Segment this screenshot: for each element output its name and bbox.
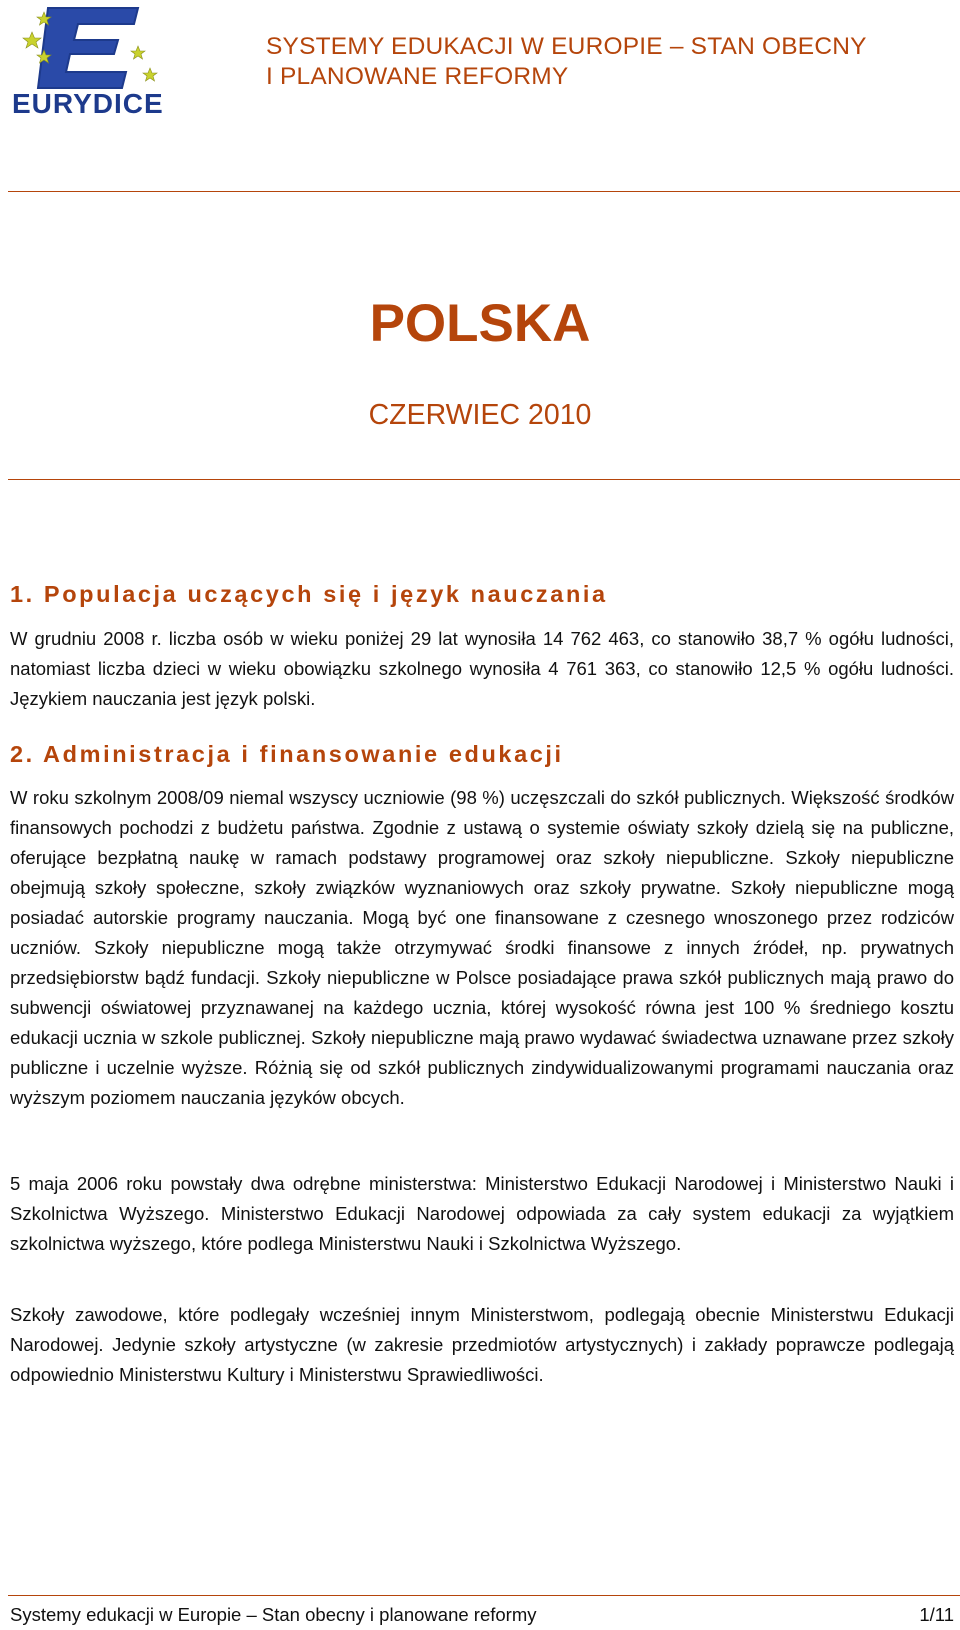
title-divider	[8, 479, 960, 480]
header-divider	[8, 191, 960, 192]
publication-date: CZERWIEC 2010	[368, 399, 592, 431]
section-1-paragraph-1: W grudniu 2008 r. liczba osób w wieku poniżej 29 lat wynosiła 14 762 463, co stanowiło 38,7 % ogółu ludności, natomiast liczba dzieci w wieku obowiązku szkolnego wynosiła 4 761 363, co stanowiło 12,5 % ogółu ludności. Językiem nauczania jest język polski.	[10, 628, 954, 709]
page-number: 1/11	[919, 1604, 954, 1625]
footer-title: Systemy edukacji w Europie – Stan obecny i planowane reformy	[10, 1604, 537, 1625]
section-heading-1: 1. Populacja uczących się i język nauczania	[10, 581, 608, 607]
document-series-title	[266, 32, 946, 92]
country-title: POLSKA	[369, 294, 591, 353]
section-2-paragraph-2: 5 maja 2006 roku powstały dwa odrębne ministerstwa: Ministerstwo Edukacji Narodowej i Ministerstwo Nauki i Szkolnictwa Wyższego. Ministerstwo Edukacji Narodowej odpowiada za cały system edukacji za wyjątkiem szkolnictwa wyższego, które podlega Ministerstwu Nauki i Szkolnictwa Wyższego.	[10, 1173, 954, 1254]
footer-divider	[8, 1595, 960, 1596]
section-2-paragraph-1: W roku szkolnym 2008/09 niemal wszyscy uczniowie (98 %) uczęszczali do szkół publicznych. Większość środków finansowych pochodzi z budżetu państwa. Zgodnie z ustawą o systemie oświaty szkoły dzielą się na publiczne, oferujące bezpłatną naukę w ramach podstawy programowej oraz szkoły niepubliczne. Szkoły niepubliczne obejmują szkoły społeczne, szkoły związków wyznaniowych oraz szkoły prywatne. Szkoły niepubliczne mogą posiadać autorskie programy nauczania. Mogą być one finansowane z czesnego wnoszonego przez rodziców uczniów. Szkoły niepubliczne mogą także otrzymywać środki finansowe z innych źródeł, np. prywatnych przedsiębiorstw bądź fundacji. Szkoły niepubliczne w Polsce posiadające prawa szkół publicznych mają prawo do subwencji oświatowej przyznawanej na każdego ucznia, której wysokość równa jest 100 % średniego kosztu edukacji ucznia w szkole publicznej. Szkoły niepubliczne mają prawo wydawać świadectwa uznawane przez szkoły publiczne i uczelnie wyższe. Różnią się od szkół publicznych zindywidualizowanymi programami nauczania oraz wyższym poziomem nauczania języków obcych.	[10, 787, 954, 1108]
series-title-line-1: SYSTEMY EDUKACJI W EUROPIE – STAN OBECNY	[266, 33, 867, 60]
eurydice-logo-text: EURYDICE	[12, 88, 164, 119]
eurydice-logo	[10, 2, 178, 120]
section-heading-2: 2. Administracja i finansowanie edukacji	[10, 741, 564, 767]
series-title-line-2: I PLANOWANE REFORMY	[266, 63, 569, 90]
section-2-paragraph-3: Szkoły zawodowe, które podlegały wcześniej innym Ministerstwom, podlegają obecnie Ministerstwu Edukacji Narodowej. Jedynie szkoły artystyczne (w zakresie przedmiotów artystycznych) i zakłady poprawcze podlegają odpowiednio Ministerstwu Kultury i Ministerstwu Sprawiedliwości.	[10, 1304, 954, 1385]
